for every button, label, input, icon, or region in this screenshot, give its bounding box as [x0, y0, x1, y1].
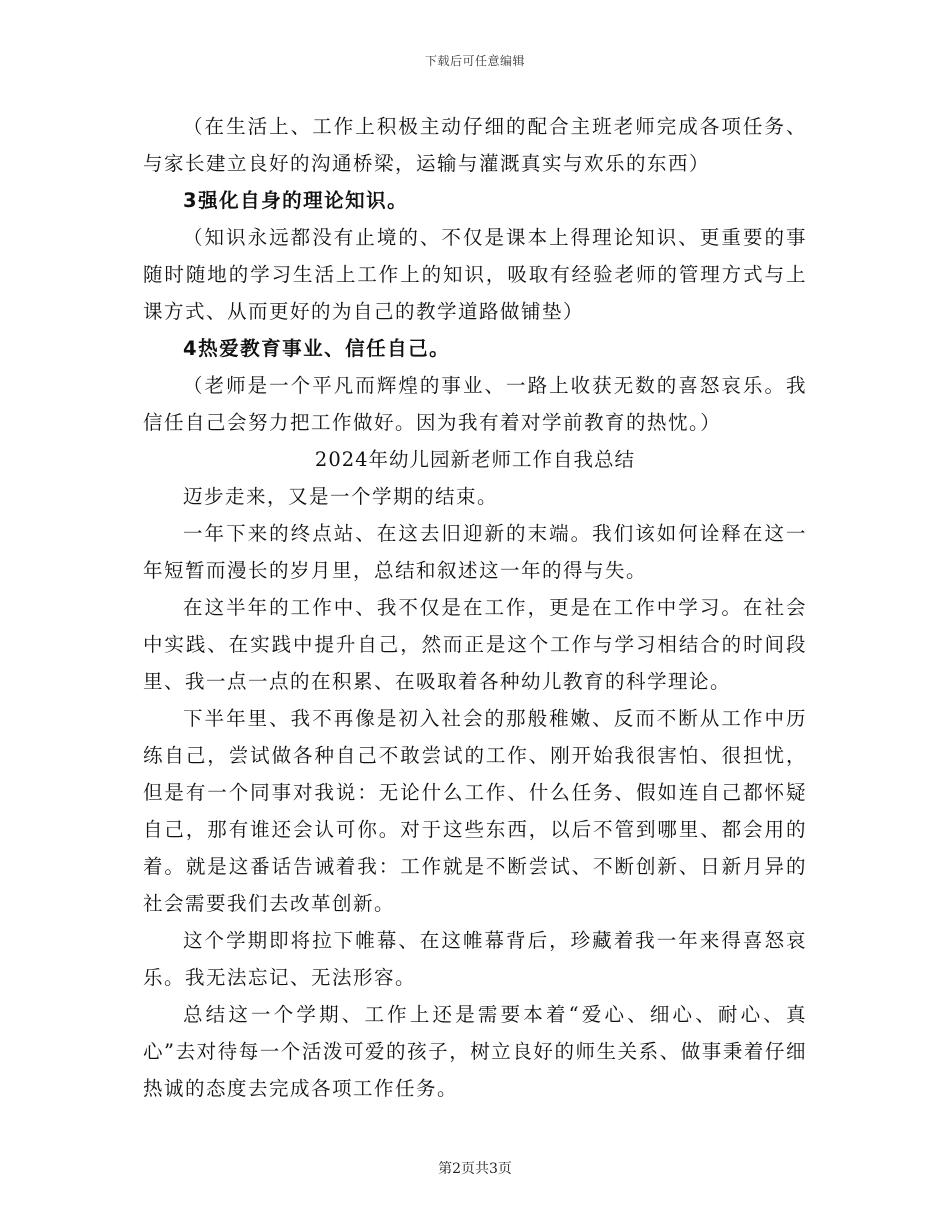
paragraph: （知识永远都没有止境的、不仅是课本上得理论知识、更重要的事随时随地的学习生活上工作上的知识，吸取有经验老师的管理方式与上课方式、从而更好的为自己的教学道路做铺垫） [143, 226, 807, 323]
paragraph: （老师是一个平凡而辉煌的事业、一路上收获无数的喜怒哀乐。我信任自己会努力把工作做好。因为我有着对学前教育的热忱。） [143, 374, 807, 434]
document-body [143, 108, 807, 1107]
paragraph: 一年下来的终点站、在这去旧迎新的末端。我们该如何诠释在这一年短暂而漫长的岁月里，总结和叙述这一年的得与失。 [143, 522, 807, 582]
section-heading: 3强化自身的理论知识。 [183, 189, 409, 212]
document-title: 2024年幼儿园新老师工作自我总结 [314, 448, 636, 471]
page-footer: 第2页共3页 [438, 1161, 512, 1177]
paragraph: 迈步走来，又是一个学期的结束。 [183, 485, 499, 508]
section-heading: 4热爱教育事业、信任自己。 [183, 337, 451, 360]
paragraph: 下半年里、我不再像是初入社会的那般稚嫩、反而不断从工作中历练自己，尝试做各种自己不敢尝试的工作、刚开始我很害怕、很担忧，但是有一个同事对我说：无论什么工作、什么任务、假如连自己都怀疑自己，那有谁还会认可你。对于这些东西，以后不管到哪里、都会用的着。就是这番话告诫着我：工作就是不断尝试、不断创新、日新月异的社会需要我们去改革创新。 [143, 707, 807, 915]
paragraph: （在生活上、工作上积极主动仔细的配合主班老师完成各项任务、与家长建立良好的沟通桥梁，运输与灌溉真实与欢乐的东西） [143, 115, 807, 175]
page-header: 下载后可任意编辑 [424, 54, 525, 68]
paragraph: 这个学期即将拉下帷幕、在这帷幕背后，珍藏着我一年来得喜怒哀乐。我无法忘记、无法形容。 [143, 929, 807, 989]
paragraph: 在这半年的工作中、我不仅是在工作，更是在工作中学习。在社会中实践、在实践中提升自己，然而正是这个工作与学习相结合的时间段里、我一点一点的在积累、在吸取着各种幼儿教育的科学理论。 [143, 596, 807, 693]
paragraph: 总结这一个学期、工作上还是需要本着“爱心、细心、耐心、真心”去对待每一个活泼可爱的孩子，树立良好的师生关系、做事秉着仔细热诚的态度去完成各项工作任务。 [143, 1003, 807, 1100]
